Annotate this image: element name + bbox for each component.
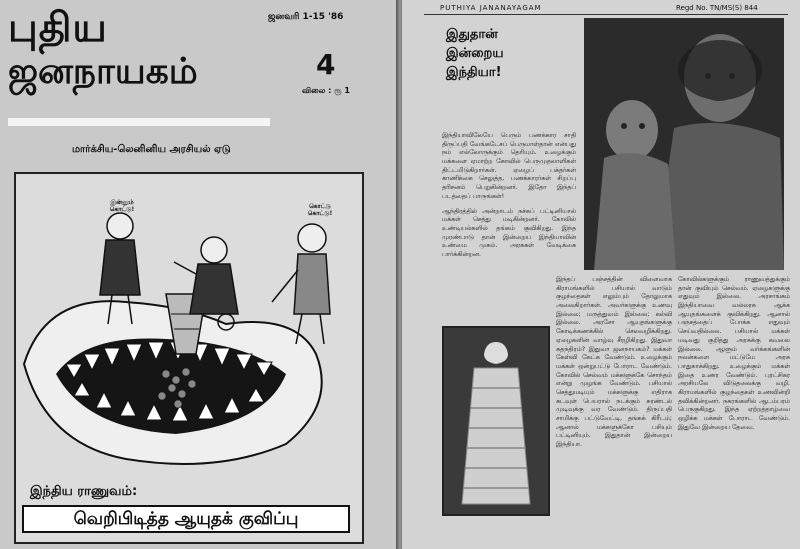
photo-temple-crown bbox=[442, 326, 550, 516]
tagline: மார்க்சிய-லெனினிய அரசியல் ஏடு bbox=[72, 144, 231, 155]
issue-number: 4 bbox=[316, 48, 336, 81]
masthead-line1: புதிய bbox=[8, 5, 108, 51]
article-column-2: இந்தப் பஞ்சத்தின் விளைவாக கிராமங்களில் பசியால் வாடும் குழந்தைகள் எலும்பும் தோலுமாக அலைகிறார்கள். அவர்களுக்கு உணவு இல்லை; மருத்துவம் இல்லை; கல்வி இல்லை. அரசோ ஆயுதங்களுக்கு கோடிக்கணக்கில் செலவழிக்கிறது. ஏழைகளின் வாழ்வு சீரழிகிறது. இதுவா சுதந்திரம்? இதுவா ஜனநாயகம்? மக்கள் கேள்வி கேட்க வேண்டும். உழைக்கும் மக்கள் ஒன்றுபட்டு போராட வேண்டும். கோவில் செல்வம் மக்களுக்கே சொந்தம் என்று முழங்க வேண்டும். பசியால் செத்துமடியும் மக்களுக்கு எதிராக கடவுள் பெயரால் நடக்கும் சுரண்டல் முடிவுக்கு வர வேண்டும். திருப்பதி சாமிக்கு பட்டுவேட்டி, தங்கக் கிரீடம்; ஆனால் மக்களுக்கோ பசியும் பட்டினியும். இதுதான் இன்றைய இந்தியா. bbox=[556, 276, 672, 449]
masthead-line2: ஜனநாயகம் bbox=[8, 51, 198, 92]
speech-bubble-2: கொட்டு கொட்டு! bbox=[307, 203, 333, 217]
headline-line3: இந்தியா! bbox=[446, 64, 502, 80]
photo-temple-crown-image bbox=[444, 328, 548, 514]
running-head-right: Regd No. TN/MS(S) 844 bbox=[676, 4, 758, 12]
running-head-left: PUTHIYA JANANAYAGAM bbox=[440, 4, 542, 12]
article-col1-para1: இந்தியாவிலேயே பெரும் பணக்கார சாதி திருப்பதி வேங்கடேசப் பெருமாள்தான் என்பது நம் எல்லோருக்கும் தெரியும். உழைக்கும் மக்களை ஏமாற்ற கோவில் பெருமுதலாளிகள் திட்டமிடுகிறார்கள். ஏழைப் பக்தர்கள் காணிக்கை செலுத்த, பணக்காரர்கள் சிறப்பு தரிசனம் பெறுகின்றனர். இதோ இந்தப் படத்தைப் பாருங்கள்! bbox=[442, 132, 576, 200]
article-column-3: கோவில்களுக்கும் ராணுவத்துக்கும் தான் குவியும் செல்வம். ஏழைகளுக்கு எதுவும் இல்லை. அரசாங்கம் இந்தியாவை வல்லரசு ஆக்க ஆயுதங்களைக் குவிக்கிறது. ஆனால் பஞ்சத்தைப் போக்க எதுவும் செய்வதில்லை. பசியால் மக்கள் மடிவது குறித்து அரசுக்கு கவலை இல்லை. ஆளும் வர்க்கங்களின் நலன்களை மட்டுமே அரசு பாதுகாக்கிறது. உழைக்கும் மக்கள் இதை உணர வேண்டும். புரட்சிகர அரசியலே விடுதலைக்கு வழி. கிராமங்களில் குழந்தைகள் உணவின்றி தவிக்கின்றனர். நகரங்களில் ஆடம்பரம் பெருகுகிறது. இந்த ஏற்றத்தாழ்வை ஒழிக்க மக்கள் போராட வேண்டும். இதுவே இன்றைய தேவை. bbox=[678, 276, 790, 431]
masthead-band bbox=[8, 118, 270, 126]
header-rule bbox=[424, 14, 788, 15]
photo-mother-child-image bbox=[584, 18, 784, 270]
caption-large: வெறிபிடித்த ஆயுதக் குவிப்பு bbox=[22, 505, 350, 533]
cover-page bbox=[0, 0, 398, 549]
caption-small: இந்திய ராணுவம்: bbox=[30, 484, 138, 499]
article-col1-para2: ஆந்திரத்தில் அன்றாடம் நச்சுப் பட்டினியால் மக்கள் செத்து மடிகின்றனர். கோவில் உண்டியல்களில் தங்கம் குவிகிறது. இந்த முரண்பாடு தான் இன்றைய இந்தியாவின் உண்மை முகம். அரசுகள் வேடிக்கை பார்க்கின்றன. bbox=[442, 207, 576, 258]
headline-line1: இதுதான் bbox=[446, 27, 498, 42]
photo-mother-child bbox=[584, 18, 784, 270]
price-label: விலை : ரூ 1 bbox=[302, 86, 350, 95]
article-headline bbox=[446, 26, 504, 83]
speech-bubble-1: இன்னும் கொட்டு! bbox=[109, 199, 135, 213]
headline-line2: இன்றைய bbox=[446, 45, 504, 61]
issue-date: ஜனவரி 1-15 '86 bbox=[268, 12, 344, 22]
